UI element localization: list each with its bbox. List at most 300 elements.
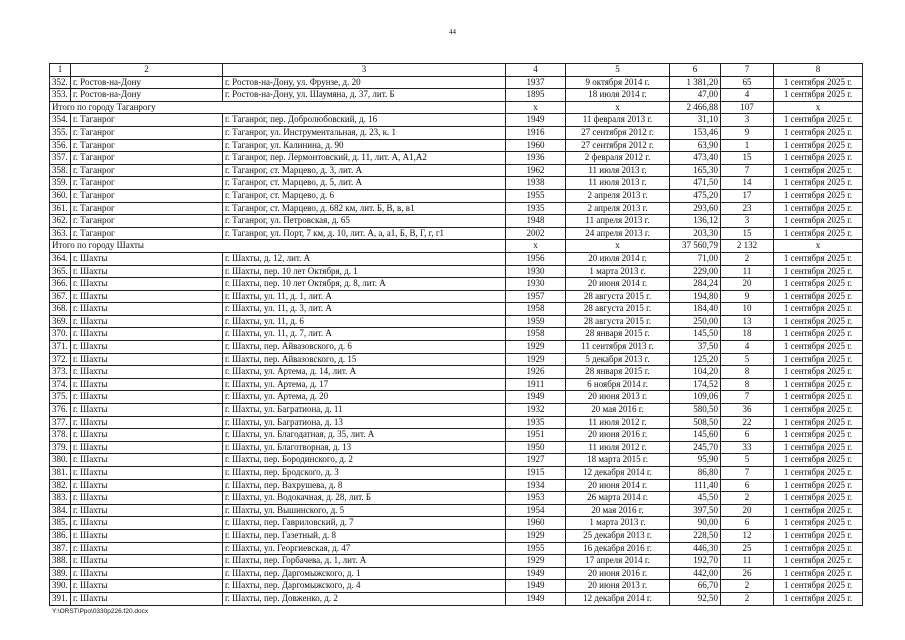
city-cell: г. Таганрог	[71, 177, 223, 190]
year-cell: 1950	[506, 441, 566, 454]
row-number: 388.	[50, 555, 71, 568]
area-cell: 37,50	[670, 341, 721, 354]
table-row	[50, 378, 863, 391]
year-cell: 1929	[506, 353, 566, 366]
year-cell: 1949	[506, 567, 566, 580]
table-row	[50, 278, 863, 291]
address-cell: г. Шахты, ул. Водокачная, д. 28, лит. Б	[223, 492, 506, 505]
row-number: 362.	[50, 215, 71, 228]
address-cell: г. Шахты, пер. Айвазовского, д. 15	[223, 353, 506, 366]
people-cell: 4	[721, 89, 774, 102]
city-cell: г. Таганрог	[71, 114, 223, 127]
deadline-cell: 1 сентября 2025 г.	[774, 429, 863, 442]
area-cell: 192,70	[670, 555, 721, 568]
year-cell: 1960	[506, 139, 566, 152]
table-row	[50, 454, 863, 467]
people-cell: 12	[721, 529, 774, 542]
deadline-cell: 1 сентября 2025 г.	[774, 467, 863, 480]
address-cell: г. Шахты, ул. 11, д. 1, лит. А	[223, 290, 506, 303]
people-cell: 3	[721, 215, 774, 228]
people-cell: 8	[721, 366, 774, 379]
people-cell: 7	[721, 391, 774, 404]
year-cell: 1949	[506, 391, 566, 404]
deadline-cell: 1 сентября 2025 г.	[774, 441, 863, 454]
people-cell: 8	[721, 378, 774, 391]
row-number: 384.	[50, 504, 71, 517]
city-cell: г. Шахты	[71, 416, 223, 429]
row-number: 375.	[50, 391, 71, 404]
address-cell: г. Шахты, ул. Багратиона, д. 13	[223, 416, 506, 429]
date-cell: 27 сентября 2012 г.	[566, 139, 670, 152]
date-cell: 27 сентября 2012 г.	[566, 126, 670, 139]
people-cell: 2	[721, 592, 774, 605]
people-cell: 14	[721, 177, 774, 190]
year-cell: 1953	[506, 492, 566, 505]
row-number: 356.	[50, 139, 71, 152]
row-number: 383.	[50, 492, 71, 505]
address-cell: г. Таганрог, ст. Марцево, д. 3, лит. А	[223, 164, 506, 177]
date-cell: 9 октября 2014 г.	[566, 76, 670, 89]
deadline-cell: 1 сентября 2025 г.	[774, 315, 863, 328]
area-cell: 47,00	[670, 89, 721, 102]
row-number: 373.	[50, 366, 71, 379]
table-row	[50, 492, 863, 505]
deadline-cell: 1 сентября 2025 г.	[774, 152, 863, 165]
row-number: 378.	[50, 429, 71, 442]
date-cell: 1 марта 2013 г.	[566, 265, 670, 278]
row-number: 389.	[50, 567, 71, 580]
row-number: 353.	[50, 89, 71, 102]
city-cell: г. Шахты	[71, 555, 223, 568]
people-cell: 7	[721, 164, 774, 177]
area-cell: 245,70	[670, 441, 721, 454]
city-total-row	[50, 240, 863, 253]
address-cell: г. Шахты, пер. 10 лет Октября, д. 8, лит. А	[223, 278, 506, 291]
address-cell: г. Шахты, ул. Артема, д. 17	[223, 378, 506, 391]
deadline-cell: x	[774, 101, 863, 114]
date-cell: 11 апреля 2013 г.	[566, 215, 670, 228]
city-total-row	[50, 101, 863, 114]
row-number: 381.	[50, 467, 71, 480]
date-cell: x	[566, 101, 670, 114]
year-cell: 1948	[506, 215, 566, 228]
area-cell: 71,00	[670, 252, 721, 265]
area-cell: 229,00	[670, 265, 721, 278]
header-cell: 4	[506, 64, 566, 77]
city-cell: г. Таганрог	[71, 126, 223, 139]
deadline-cell: 1 сентября 2025 г.	[774, 290, 863, 303]
date-cell: 11 июля 2012 г.	[566, 441, 670, 454]
date-cell: 28 августа 2015 г.	[566, 303, 670, 316]
city-cell: г. Шахты	[71, 265, 223, 278]
table-row	[50, 215, 863, 228]
area-cell: 31,10	[670, 114, 721, 127]
address-cell: г. Таганрог, ст. Марцево, д. 682 км, лит. Б, В, в, в1	[223, 202, 506, 215]
row-number: 352.	[50, 76, 71, 89]
people-cell: 9	[721, 290, 774, 303]
table-row	[50, 353, 863, 366]
area-cell: 86,80	[670, 467, 721, 480]
table-row	[50, 89, 863, 102]
row-number: 358.	[50, 164, 71, 177]
deadline-cell: 1 сентября 2025 г.	[774, 404, 863, 417]
row-number: 380.	[50, 454, 71, 467]
city-cell: г. Шахты	[71, 529, 223, 542]
address-cell: г. Шахты, ул. Артема, д. 20	[223, 391, 506, 404]
city-cell: г. Шахты	[71, 429, 223, 442]
city-cell: г. Шахты	[71, 479, 223, 492]
year-cell: 1927	[506, 454, 566, 467]
area-cell: 194,80	[670, 290, 721, 303]
deadline-cell: 1 сентября 2025 г.	[774, 504, 863, 517]
header-cell: 6	[670, 64, 721, 77]
header-cell: 2	[71, 64, 223, 77]
date-cell: 17 апреля 2014 г.	[566, 555, 670, 568]
city-cell: г. Ростов-на-Дону	[71, 89, 223, 102]
city-cell: г. Шахты	[71, 517, 223, 530]
area-cell: 125,20	[670, 353, 721, 366]
year-cell: 1911	[506, 378, 566, 391]
date-cell: 12 декабря 2014 г.	[566, 592, 670, 605]
year-cell: 1926	[506, 366, 566, 379]
date-cell: 26 марта 2014 г.	[566, 492, 670, 505]
people-cell: 2	[721, 252, 774, 265]
people-cell: 6	[721, 517, 774, 530]
year-cell: 1895	[506, 89, 566, 102]
address-cell: г. Шахты, ул. Благодатная, д. 35, лит. А	[223, 429, 506, 442]
area-cell: 203,30	[670, 227, 721, 240]
deadline-cell: 1 сентября 2025 г.	[774, 202, 863, 215]
city-cell: г. Шахты	[71, 580, 223, 593]
people-cell: 20	[721, 278, 774, 291]
address-cell: г. Таганрог, пер. Добролюбовский, д. 16	[223, 114, 506, 127]
area-cell: 104,20	[670, 366, 721, 379]
people-cell: 9	[721, 126, 774, 139]
date-cell: 20 июня 2014 г.	[566, 479, 670, 492]
year-cell: 1956	[506, 252, 566, 265]
year-cell: 1930	[506, 278, 566, 291]
date-cell: 20 июля 2014 г.	[566, 252, 670, 265]
address-cell: г. Таганрог, ст. Марцево, д. 5, лит. А	[223, 177, 506, 190]
date-cell: 28 августа 2015 г.	[566, 290, 670, 303]
date-cell: 2 февраля 2012 г.	[566, 152, 670, 165]
year-cell: 1936	[506, 152, 566, 165]
city-cell: г. Таганрог	[71, 189, 223, 202]
people-cell: 10	[721, 303, 774, 316]
people-cell: 25	[721, 542, 774, 555]
table-row	[50, 529, 863, 542]
address-cell: г. Таганрог, ул. Инструментальная, д. 23, к. 1	[223, 126, 506, 139]
address-cell: г. Шахты, пер. Бродского, д. 3	[223, 467, 506, 480]
area-cell: 66,70	[670, 580, 721, 593]
year-cell: 1958	[506, 303, 566, 316]
deadline-cell: 1 сентября 2025 г.	[774, 529, 863, 542]
table-row	[50, 189, 863, 202]
year-cell: 2002	[506, 227, 566, 240]
area-cell: 442,00	[670, 567, 721, 580]
area-cell: 45,50	[670, 492, 721, 505]
row-number: 366.	[50, 278, 71, 291]
deadline-cell: 1 сентября 2025 г.	[774, 378, 863, 391]
people-cell: 2	[721, 492, 774, 505]
table-row	[50, 567, 863, 580]
table-row	[50, 441, 863, 454]
city-cell: г. Таганрог	[71, 164, 223, 177]
deadline-cell: 1 сентября 2025 г.	[774, 542, 863, 555]
people-cell: 15	[721, 227, 774, 240]
row-number: 357.	[50, 152, 71, 165]
deadline-cell: 1 сентября 2025 г.	[774, 126, 863, 139]
year-cell: 1934	[506, 479, 566, 492]
date-cell: 20 мая 2016 г.	[566, 404, 670, 417]
people-cell: 18	[721, 328, 774, 341]
city-cell: г. Шахты	[71, 278, 223, 291]
year-cell: 1929	[506, 555, 566, 568]
row-number: 369.	[50, 315, 71, 328]
row-number: 370.	[50, 328, 71, 341]
deadline-cell: 1 сентября 2025 г.	[774, 391, 863, 404]
year-cell: 1962	[506, 164, 566, 177]
city-cell: г. Таганрог	[71, 227, 223, 240]
city-cell: г. Шахты	[71, 366, 223, 379]
area-cell: 145,60	[670, 429, 721, 442]
date-cell: 20 июня 2014 г.	[566, 278, 670, 291]
address-cell: г. Шахты, д. 12, лит. А	[223, 252, 506, 265]
table-row	[50, 479, 863, 492]
city-cell: г. Шахты	[71, 252, 223, 265]
address-cell: г. Шахты, пер. Горбачева, д. 1, лит. А	[223, 555, 506, 568]
table-row	[50, 467, 863, 480]
city-cell: г. Таганрог	[71, 152, 223, 165]
address-cell: г. Шахты, пер. Бородинского, д. 2	[223, 454, 506, 467]
year-cell: 1938	[506, 177, 566, 190]
year-cell: 1949	[506, 114, 566, 127]
table-row	[50, 252, 863, 265]
table-row	[50, 290, 863, 303]
row-number: 371.	[50, 341, 71, 354]
area-cell: 446,30	[670, 542, 721, 555]
year-cell: x	[506, 240, 566, 253]
deadline-cell: 1 сентября 2025 г.	[774, 227, 863, 240]
area-cell: 2 466,88	[670, 101, 721, 114]
deadline-cell: 1 сентября 2025 г.	[774, 252, 863, 265]
year-cell: 1955	[506, 189, 566, 202]
deadline-cell: 1 сентября 2025 г.	[774, 278, 863, 291]
people-cell: 11	[721, 555, 774, 568]
table-row	[50, 341, 863, 354]
year-cell: 1959	[506, 315, 566, 328]
address-cell: г. Таганрог, ул. Порт, 7 км, д. 10, лит. А, а, а1, Б, В, Г, г, г1	[223, 227, 506, 240]
year-cell: x	[506, 101, 566, 114]
row-number: 368.	[50, 303, 71, 316]
row-number: 387.	[50, 542, 71, 555]
deadline-cell: 1 сентября 2025 г.	[774, 303, 863, 316]
year-cell: 1958	[506, 328, 566, 341]
city-cell: г. Шахты	[71, 441, 223, 454]
date-cell: 28 января 2015 г.	[566, 366, 670, 379]
deadline-cell: 1 сентября 2025 г.	[774, 353, 863, 366]
people-cell: 4	[721, 341, 774, 354]
table-row	[50, 265, 863, 278]
year-cell: 1930	[506, 265, 566, 278]
area-cell: 92,50	[670, 592, 721, 605]
table-row	[50, 202, 863, 215]
area-cell: 153,46	[670, 126, 721, 139]
date-cell: x	[566, 240, 670, 253]
date-cell: 12 декабря 2014 г.	[566, 467, 670, 480]
city-cell: г. Таганрог	[71, 202, 223, 215]
area-cell: 473,40	[670, 152, 721, 165]
date-cell: 1 марта 2013 г.	[566, 517, 670, 530]
table-row	[50, 177, 863, 190]
table-row	[50, 164, 863, 177]
table-row	[50, 542, 863, 555]
area-cell: 63,90	[670, 139, 721, 152]
year-cell: 1951	[506, 429, 566, 442]
year-cell: 1935	[506, 202, 566, 215]
people-cell: 65	[721, 76, 774, 89]
address-cell: г. Ростов-на-Дону, ул. Фрунзе, д. 20	[223, 76, 506, 89]
city-cell: г. Шахты	[71, 328, 223, 341]
header-cell: 7	[721, 64, 774, 77]
header-cell: 1	[50, 64, 71, 77]
area-cell: 95,90	[670, 454, 721, 467]
row-number: 354.	[50, 114, 71, 127]
area-cell: 174,52	[670, 378, 721, 391]
table-row	[50, 366, 863, 379]
area-cell: 111,40	[670, 479, 721, 492]
row-number: 367.	[50, 290, 71, 303]
address-cell: г. Шахты, ул. 11, д. 3, лит. А	[223, 303, 506, 316]
deadline-cell: x	[774, 240, 863, 253]
table-row	[50, 592, 863, 605]
area-cell: 37 560,79	[670, 240, 721, 253]
table-row	[50, 315, 863, 328]
address-cell: г. Шахты, пер. 10 лет Октября, д. 1	[223, 265, 506, 278]
city-cell: г. Шахты	[71, 454, 223, 467]
deadline-cell: 1 сентября 2025 г.	[774, 517, 863, 530]
city-cell: г. Шахты	[71, 303, 223, 316]
table-row	[50, 152, 863, 165]
table-row	[50, 404, 863, 417]
people-cell: 2 132	[721, 240, 774, 253]
people-cell: 7	[721, 467, 774, 480]
address-cell: г. Ростов-на-Дону, ул. Шаумяна, д. 37, лит. Б	[223, 89, 506, 102]
date-cell: 20 июня 2013 г.	[566, 391, 670, 404]
address-cell: г. Шахты, ул. Георгиевская, д. 47	[223, 542, 506, 555]
date-cell: 11 июля 2013 г.	[566, 164, 670, 177]
address-cell: г. Таганрог, пер. Лермонтовский, д. 11, лит. А, А1,А2	[223, 152, 506, 165]
row-number: 391.	[50, 592, 71, 605]
date-cell: 20 июня 2013 г.	[566, 580, 670, 593]
column-number-header	[50, 64, 863, 77]
area-cell: 475,20	[670, 189, 721, 202]
people-cell: 1	[721, 139, 774, 152]
table-row	[50, 504, 863, 517]
address-cell: г. Шахты, ул. Благотворная, д. 13	[223, 441, 506, 454]
year-cell: 1935	[506, 416, 566, 429]
city-cell: г. Шахты	[71, 592, 223, 605]
date-cell: 20 мая 2016 г.	[566, 504, 670, 517]
area-cell: 250,00	[670, 315, 721, 328]
city-cell: г. Шахты	[71, 542, 223, 555]
row-number: 390.	[50, 580, 71, 593]
address-cell: г. Таганрог, ул. Калинина, д. 90	[223, 139, 506, 152]
date-cell: 28 августа 2015 г.	[566, 315, 670, 328]
table-row	[50, 76, 863, 89]
year-cell: 1960	[506, 517, 566, 530]
table-row	[50, 580, 863, 593]
address-cell: г. Шахты, пер. Даргомыжского, д. 4	[223, 580, 506, 593]
address-cell: г. Шахты, пер. Довженко, д. 2	[223, 592, 506, 605]
row-number: 374.	[50, 378, 71, 391]
people-cell: 20	[721, 504, 774, 517]
date-cell: 20 июня 2016 г.	[566, 429, 670, 442]
address-cell: г. Шахты, пер. Газетный, д. 8	[223, 529, 506, 542]
date-cell: 11 июля 2012 г.	[566, 416, 670, 429]
table-row	[50, 555, 863, 568]
table-row	[50, 303, 863, 316]
city-cell: г. Шахты	[71, 467, 223, 480]
year-cell: 1929	[506, 341, 566, 354]
people-cell: 23	[721, 202, 774, 215]
row-number: 361.	[50, 202, 71, 215]
address-cell: г. Таганрог, ст. Марцево, д. 6	[223, 189, 506, 202]
deadline-cell: 1 сентября 2025 г.	[774, 555, 863, 568]
address-cell: г. Шахты, пер. Вахрушева, д. 8	[223, 479, 506, 492]
deadline-cell: 1 сентября 2025 г.	[774, 366, 863, 379]
table-row	[50, 139, 863, 152]
deadline-cell: 1 сентября 2025 г.	[774, 592, 863, 605]
city-cell: г. Таганрог	[71, 139, 223, 152]
address-cell: г. Шахты, пер. Гавриловский, д. 7	[223, 517, 506, 530]
date-cell: 2 апреля 2013 г.	[566, 202, 670, 215]
deadline-cell: 1 сентября 2025 г.	[774, 139, 863, 152]
area-cell: 1 381,20	[670, 76, 721, 89]
deadline-cell: 1 сентября 2025 г.	[774, 177, 863, 190]
people-cell: 15	[721, 152, 774, 165]
people-cell: 17	[721, 189, 774, 202]
city-cell: г. Шахты	[71, 404, 223, 417]
row-number: 360.	[50, 189, 71, 202]
date-cell: 11 июля 2013 г.	[566, 177, 670, 190]
city-cell: г. Шахты	[71, 290, 223, 303]
people-cell: 11	[721, 265, 774, 278]
date-cell: 24 апреля 2013 г.	[566, 227, 670, 240]
city-cell: г. Ростов-на-Дону	[71, 76, 223, 89]
header-cell: 8	[774, 64, 863, 77]
year-cell: 1955	[506, 542, 566, 555]
deadline-cell: 1 сентября 2025 г.	[774, 479, 863, 492]
row-number: 365.	[50, 265, 71, 278]
people-cell: 2	[721, 580, 774, 593]
row-number: 385.	[50, 517, 71, 530]
row-number: 382.	[50, 479, 71, 492]
city-cell: г. Шахты	[71, 567, 223, 580]
year-cell: 1954	[506, 504, 566, 517]
date-cell: 6 ноября 2014 г.	[566, 378, 670, 391]
row-number: 363.	[50, 227, 71, 240]
year-cell: 1932	[506, 404, 566, 417]
area-cell: 397,50	[670, 504, 721, 517]
deadline-cell: 1 сентября 2025 г.	[774, 89, 863, 102]
date-cell: 5 декабря 2013 г.	[566, 353, 670, 366]
people-cell: 6	[721, 479, 774, 492]
people-cell: 3	[721, 114, 774, 127]
address-cell: г. Шахты, ул. 11, д. 6	[223, 315, 506, 328]
area-cell: 145,50	[670, 328, 721, 341]
row-number: 377.	[50, 416, 71, 429]
